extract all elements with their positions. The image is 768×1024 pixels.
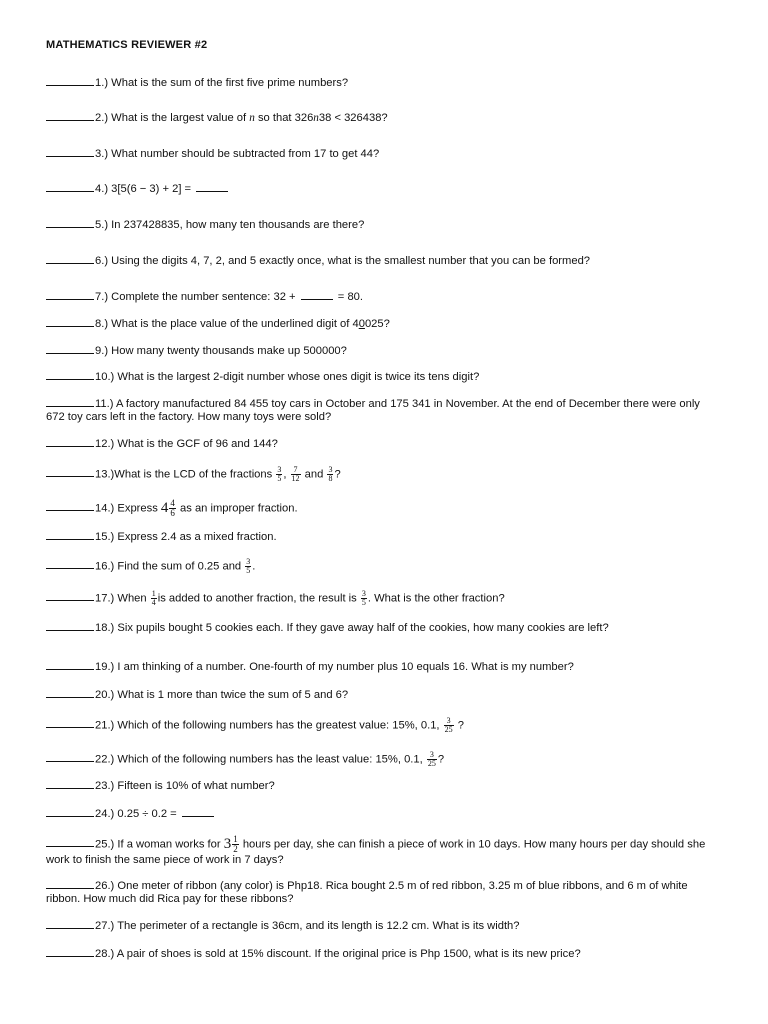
- question-text: 3[5(6 − 3) + 2] =: [111, 183, 192, 195]
- question-text: 0.25 ÷ 0.2 =: [117, 808, 177, 820]
- question-number: 1.): [95, 77, 109, 89]
- question-text: What is the GCF of 96 and 144?: [117, 438, 278, 450]
- question-19: [46, 660, 718, 674]
- fraction: [151, 590, 157, 607]
- answer-blank[interactable]: [46, 397, 94, 407]
- numerator: 3: [246, 557, 251, 566]
- question-number: 21.): [95, 719, 115, 732]
- answer-blank[interactable]: [46, 182, 94, 192]
- question-number: 16.): [95, 560, 115, 573]
- question-text: Six pupils bought 5 cookies each. If they gave away half of the cookies, how many cookies are left?: [117, 622, 609, 634]
- question-text: A factory manufactured 84 455 toy cars in October and 175 341 in November. At the end of December there were only 672 toy cars left in the factory. How many toys were sold?: [46, 398, 700, 423]
- inline-answer-blank[interactable]: [182, 807, 214, 817]
- question-number: 15.): [95, 531, 115, 543]
- question-20: [46, 688, 718, 702]
- denominator: 2: [233, 844, 238, 854]
- question-4: [46, 182, 718, 196]
- question-3: [46, 147, 718, 161]
- question-text: Express 2.4 as a mixed fraction.: [117, 531, 277, 543]
- answer-blank[interactable]: [46, 218, 94, 228]
- variable-n: n: [249, 112, 255, 124]
- question-number: 10.): [95, 371, 115, 383]
- fraction: [427, 751, 437, 768]
- question-text-pre: Which of the following numbers has the least value: 15%, 0.1,: [117, 753, 423, 766]
- question-24: [46, 807, 718, 821]
- question-number: 3.): [95, 148, 109, 160]
- answer-blank[interactable]: [46, 370, 94, 380]
- question-number: 7.): [95, 291, 109, 303]
- answer-blank[interactable]: [46, 290, 94, 300]
- fraction: [361, 590, 367, 607]
- question-22: [46, 751, 718, 768]
- fraction: [444, 717, 454, 734]
- question-number: 11.): [95, 398, 114, 410]
- answer-blank[interactable]: [46, 254, 94, 264]
- question-27: [46, 919, 718, 933]
- answer-blank[interactable]: [46, 111, 94, 121]
- denominator: 5: [361, 598, 366, 607]
- question-text: What number should be subtracted from 17 to get 44?: [111, 148, 380, 160]
- answer-blank[interactable]: [46, 344, 94, 354]
- answer-blank[interactable]: [46, 947, 94, 957]
- denominator: 5: [246, 566, 251, 575]
- question-number: 28.): [95, 948, 115, 960]
- answer-blank[interactable]: [46, 591, 94, 601]
- answer-blank[interactable]: [46, 718, 94, 728]
- answer-blank[interactable]: [46, 688, 94, 698]
- numerator: 3: [427, 751, 437, 760]
- fraction: [291, 466, 301, 483]
- numerator: 1: [151, 589, 156, 598]
- question-text: The perimeter of a rectangle is 36cm, and its length is 12.2 cm. What is its width?: [117, 920, 520, 932]
- question-text: What is the largest 2-digit number whose ones digit is twice its tens digit?: [117, 371, 480, 383]
- answer-blank[interactable]: [46, 919, 94, 929]
- question-number: 17.): [95, 592, 115, 605]
- question-6: [46, 254, 718, 268]
- question-text-post: ?: [334, 468, 341, 481]
- question-2: [46, 111, 718, 125]
- question-number: 27.): [95, 920, 115, 932]
- answer-blank[interactable]: [46, 807, 94, 817]
- question-text-pre: What is the largest value of: [111, 112, 247, 124]
- answer-blank[interactable]: [46, 660, 94, 670]
- question-text-post: as an improper fraction.: [180, 502, 298, 515]
- numerator: 3: [361, 589, 366, 598]
- question-11: [46, 397, 718, 424]
- question-18: [46, 621, 718, 635]
- question-number: 9.): [95, 345, 109, 357]
- variable-n: n: [313, 112, 319, 124]
- answer-blank[interactable]: [46, 317, 94, 327]
- question-13: [46, 466, 718, 483]
- question-number: 2.): [95, 112, 109, 124]
- question-28: [46, 947, 718, 961]
- question-text-post: hours per day, she can finish a piece of work in 10 days. How many hours per day should she work to finish the same piece of work in 7 days?: [46, 838, 706, 866]
- question-text-post: .: [252, 560, 256, 573]
- question-number: 25.): [95, 838, 115, 851]
- answer-blank[interactable]: [46, 76, 94, 86]
- question-number: 12.): [95, 438, 115, 450]
- denominator: 6: [170, 508, 175, 518]
- question-23: [46, 779, 718, 793]
- answer-blank[interactable]: [46, 837, 94, 847]
- denominator: 25: [444, 725, 453, 734]
- question-number: 23.): [95, 780, 115, 792]
- mixed-number-whole: 3: [223, 836, 232, 852]
- question-number: 4.): [95, 183, 109, 195]
- question-text-pre: Express: [117, 502, 158, 515]
- answer-blank[interactable]: [46, 621, 94, 631]
- question-7: [46, 290, 718, 304]
- numerator: 7: [291, 466, 301, 475]
- question-text-mid: so that 326: [257, 112, 314, 124]
- question-text-pre: What is the LCD of the fractions: [114, 468, 273, 481]
- denominator: 12: [291, 474, 300, 483]
- question-text: In 237428835, how many ten thousands are there?: [111, 219, 365, 231]
- question-8: [46, 317, 718, 331]
- question-number: 24.): [95, 808, 115, 820]
- question-10: [46, 370, 718, 384]
- inline-answer-blank[interactable]: [196, 182, 228, 192]
- fraction: [232, 835, 239, 854]
- question-text: What is 1 more than twice the sum of 5 and 6?: [117, 689, 349, 701]
- question-text-post: ?: [457, 719, 464, 732]
- answer-blank[interactable]: [46, 501, 94, 511]
- question-text-post: = 80.: [337, 291, 363, 303]
- denominator: 8: [328, 474, 333, 483]
- question-26: [46, 879, 718, 906]
- question-number: 6.): [95, 255, 109, 267]
- question-text-post: . What is the other fraction?: [367, 592, 505, 605]
- question-number: 18.): [95, 622, 115, 634]
- fraction: [169, 499, 176, 518]
- question-number: 13.): [95, 468, 115, 481]
- fraction: [327, 466, 333, 483]
- question-text-post: 38 < 326438?: [318, 112, 388, 124]
- separator: ,: [283, 468, 287, 481]
- numerator: 3: [328, 465, 333, 474]
- question-14: [46, 499, 718, 518]
- numerator: 4: [170, 498, 175, 508]
- question-text-pre: If a woman works for: [117, 838, 221, 851]
- question-text-post: ?: [437, 753, 445, 766]
- question-text: Fifteen is 10% of what number?: [117, 780, 275, 792]
- answer-blank[interactable]: [46, 879, 94, 889]
- answer-blank[interactable]: [46, 752, 94, 762]
- question-number: 22.): [95, 753, 115, 766]
- numerator: 3: [444, 717, 454, 726]
- question-text: One meter of ribbon (any color) is Php18. Rica bought 2.5 m of red ribbon, 3.25 m of blue ribbons, and 6 m of white ribbon. How much did Rica pay for these ribbons?: [46, 880, 688, 905]
- numerator: 3: [277, 465, 282, 474]
- numerator: 1: [233, 834, 238, 844]
- question-5: [46, 218, 718, 232]
- fraction: [276, 466, 282, 483]
- page-title: MATHEMATICS REVIEWER #2: [46, 39, 208, 51]
- separator: and: [304, 468, 324, 481]
- denominator: 25: [427, 759, 436, 768]
- denominator: 4: [151, 598, 156, 607]
- question-number: 26.): [95, 880, 115, 892]
- question-text: Using the digits 4, 7, 2, and 5 exactly once, what is the smallest number that you can be formed?: [111, 255, 591, 267]
- question-number: 19.): [95, 661, 115, 673]
- question-number: 8.): [95, 318, 109, 330]
- question-number: 14.): [95, 502, 115, 515]
- question-15: [46, 530, 718, 544]
- question-text-post: 025?: [364, 318, 390, 330]
- question-17: [46, 590, 718, 607]
- question-text-pre: When: [117, 592, 147, 605]
- answer-blank[interactable]: [46, 467, 94, 477]
- question-text-pre: Find the sum of 0.25 and: [117, 560, 242, 573]
- question-text-mid: is added to another fraction, the result is: [157, 592, 357, 605]
- question-number: 20.): [95, 689, 115, 701]
- fraction: [245, 558, 251, 575]
- inline-answer-blank[interactable]: [301, 290, 333, 300]
- question-number: 5.): [95, 219, 109, 231]
- question-1: [46, 76, 718, 90]
- underlined-digit: 0: [358, 318, 365, 330]
- answer-blank[interactable]: [46, 530, 94, 540]
- answer-blank[interactable]: [46, 437, 94, 447]
- question-text: I am thinking of a number. One-fourth of my number plus 10 equals 16. What is my number?: [117, 661, 574, 673]
- question-21: [46, 717, 718, 734]
- mixed-number-whole: 4: [160, 500, 169, 516]
- answer-blank[interactable]: [46, 147, 94, 157]
- question-text: A pair of shoes is sold at 15% discount. If the original price is Php 1500, what is its new price?: [116, 948, 581, 960]
- denominator: 5: [277, 474, 282, 483]
- question-text-pre: What is the place value of the underlined digit of 4: [111, 318, 359, 330]
- answer-blank[interactable]: [46, 779, 94, 789]
- question-text-pre: Which of the following numbers has the greatest value: 15%, 0.1,: [117, 719, 440, 732]
- question-25: [46, 835, 718, 867]
- answer-blank[interactable]: [46, 559, 94, 569]
- question-text: What is the sum of the first five prime numbers?: [111, 77, 349, 89]
- question-9: [46, 344, 718, 358]
- question-16: [46, 558, 718, 575]
- question-text: How many twenty thousands make up 500000?: [111, 345, 347, 357]
- question-12: [46, 437, 718, 451]
- question-text-pre: Complete the number sentence: 32 +: [111, 291, 296, 303]
